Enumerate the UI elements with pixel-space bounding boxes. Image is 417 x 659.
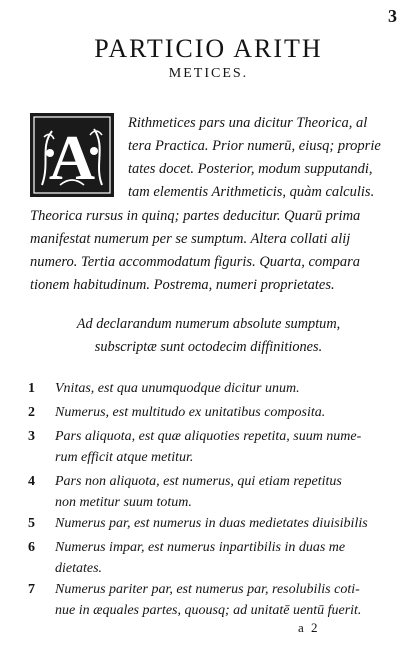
- page-title: PARTICIO ARITH: [94, 34, 323, 63]
- definition-number: 1: [28, 381, 35, 396]
- intro-line: tionem habitudinum. Postrema, numeri proprietates.: [30, 277, 335, 293]
- intro-line: Theorica rursus in quinq; partes deducitur. Quarū prima: [30, 208, 361, 224]
- definition-line: Numerus par, est numerus in duas medietates diuisibilis: [55, 516, 368, 531]
- definition-line: dietates.: [55, 561, 103, 576]
- intro-line: manifestat numerum per se sumptum. Altera collati alij: [30, 231, 351, 247]
- definition-line: Pars aliquota, est quæ aliquoties repetita, suum nume-: [55, 429, 362, 444]
- definition-line: Numerus pariter par, est numerus par, resolubilis coti-: [55, 582, 360, 597]
- intro-line: tam elementis Arithmeticis, quàm calculis.: [128, 184, 375, 200]
- definition-number: 4: [28, 474, 35, 489]
- definition-line: non metitur suum totum.: [55, 495, 192, 510]
- definition-number: 7: [28, 582, 35, 597]
- intro-line: numero. Tertia accommodatum figuris. Quarta, compara: [30, 254, 361, 270]
- intro-line: Rithmetices pars una dicitur Theorica, al: [128, 115, 368, 131]
- definition-number: 5: [28, 516, 35, 531]
- definition-number: 2: [28, 405, 35, 420]
- decorated-initial: [30, 113, 114, 197]
- section-caption: Ad declarandum numerum absolute sumptum,: [76, 316, 341, 332]
- definition-number: 3: [28, 429, 35, 444]
- ornament-initial-icon: [30, 113, 114, 197]
- definition-number: 6: [28, 540, 35, 555]
- page-title-continuation: METICES.: [168, 66, 249, 81]
- definition-line: nue in æquales partes, quousq; ad unitatē uentū fuerit.: [55, 603, 362, 618]
- intro-line: tera Practica. Prior numerū, eiusq; proprie: [128, 138, 381, 154]
- definition-line: rum efficit atque metitur.: [55, 450, 194, 465]
- definition-line: Vnitas, est qua unumquodque dicitur unum.: [55, 381, 300, 396]
- definition-line: Numerus impar, est numerus inpartibilis in duas me: [55, 540, 346, 555]
- definition-line: Pars non aliquota, est numerus, qui etiam repetitus: [55, 474, 342, 489]
- section-caption: subscriptæ sunt octodecim diffinitiones.: [94, 339, 323, 355]
- signature-mark: a 2: [298, 620, 320, 635]
- svg-text:A: A: [48, 122, 96, 193]
- intro-line: tates docet. Posterior, modum supputandi,: [128, 161, 373, 177]
- page-number: 3: [388, 6, 397, 26]
- definition-line: Numerus, est multitudo ex unitatibus composita.: [55, 405, 326, 420]
